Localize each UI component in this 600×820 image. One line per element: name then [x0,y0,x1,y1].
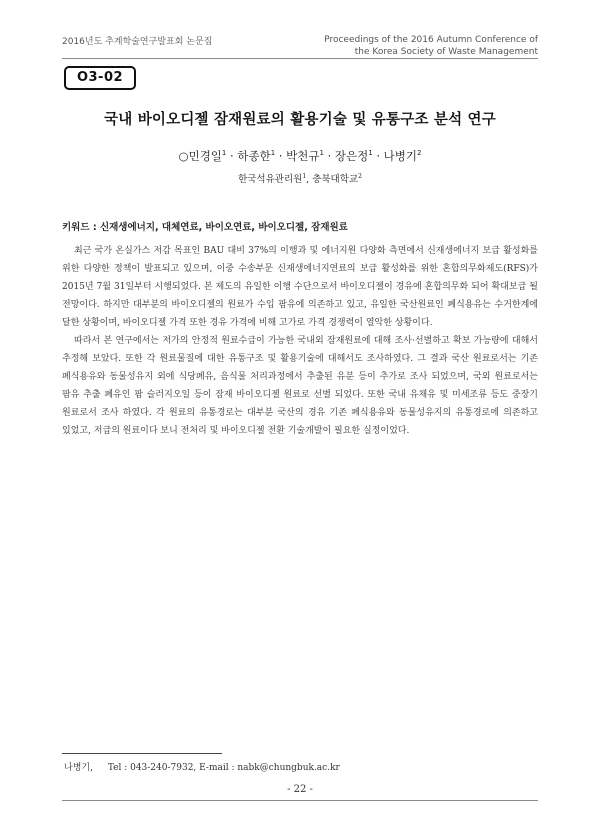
keywords-line: 키워드 : 신재생에너지, 대체연료, 바이오연료, 바이오디젤, 잠재원료 [62,222,348,233]
author-name: 장은정 [334,149,369,163]
author-separator: · [372,149,384,163]
affiliation-mark: 2 [358,172,362,180]
author-name: 하종한 [237,149,271,163]
running-header-right-line2: the Korea Society of Waste Management [354,47,538,57]
author-affiliation-mark: 1 [319,149,324,158]
paragraph: 따라서 본 연구에서는 저가의 안정적 원료수급이 가능한 국내외 잠재원료에 대해 조사·선별하고 확보 가능량에 대해서 추정해 보았다. 또한 각 원료물질에 대한 유통구조 및 활용기술에 대해서도 조사하였다. 그 결과 국산 원료로서는 기존 폐식용유와 동물성유지 외에 식당폐유, 음식물 처리과정에서 추출된 유분 등이 추가로 조사 되었으며, 국외 원료로서는 팜유 추출 폐유인 팜 슬러지오일 등이 잠재 바이오디젤 원료로 선별 되었다. 또한 국내 유채유 및 미세조류 등도 중장기 원료로서 조사 하였다. 각 원료의 유통경로는 대부분 국산의 경유 기존 폐식용유와 동물성유지의 유통경로에 의존하고 있었고, 저급의 원료이다 보니 전처리 및 바이오디젤 전환 기술개발이 필요한 실정이었다. [62,336,538,436]
paper-title: 국내 바이오디젤 잠재원료의 활용기술 및 유통구조 분석 연구 [104,112,496,128]
footnote-email: E-mail : nabk@chungbuk.ac.kr [199,763,340,773]
running-header-right [324,34,538,58]
author-separator: · [323,149,335,163]
abstract-body [62,242,538,440]
affiliation-list [40,171,560,185]
affiliation-mark: 1 [302,172,307,180]
affiliation-name: 한국석유관리원 [238,174,303,185]
paragraph: 최근 국가 온실가스 저감 목표인 BAU 대비 37%의 이행과 및 에너지원 다양화 측면에서 신재생에너지 보급 활성화를 위한 다양한 정책이 발표되고 있으며, 이중 수송부문 신재생에너지연료의 보급 활성화를 위한 혼합의무화제도(RFS)가 2015년 7월 31일부터 시행되었다. 본 제도의 유일한 이행 수단으로서 바이오디젤이 경유에 혼합의무화 되어 확대보급 될 전망이다. 하지만 대부분의 바이오디젤의 원료가 수입 팜유에 의존하고 있고, 유일한 국산원료인 폐식용유는 수거한계에 달한 상황이며, 바이오디젤 가격 또한 경유 가격에 비해 고가로 가격 경쟁력이 열악한 상황이다. [62,246,538,328]
header-rule [62,58,538,59]
author-list [40,148,560,164]
footnote-rule [62,753,222,754]
affiliation-name: 충북대학교 [312,174,359,185]
running-header-left: 2016년도 추계학술연구발표회 논문집 [62,37,213,47]
footnote [64,760,340,773]
page-number: - 22 - [287,784,313,795]
author-separator: · [275,149,287,163]
author-separator: · [226,149,238,163]
author-affiliation-mark: 1 [368,149,373,158]
session-code-badge: O3-02 [64,66,136,90]
affiliation-separator: , [306,174,313,185]
footnote-name: 나병기, [64,763,93,773]
author-name: 박천규 [286,149,320,163]
footer-rule [62,800,538,801]
author-name: 나병기 [383,149,417,163]
author-affiliation-mark: 2 [416,149,422,158]
author-affiliation-mark: 1 [221,149,227,158]
author-name: ○민경일 [178,149,222,163]
running-header-right-line1: Proceedings of the 2016 Autumn Conference of [324,35,538,45]
footnote-tel: Tel : 043-240-7932, [107,763,197,773]
author-affiliation-mark: 1 [270,149,276,158]
